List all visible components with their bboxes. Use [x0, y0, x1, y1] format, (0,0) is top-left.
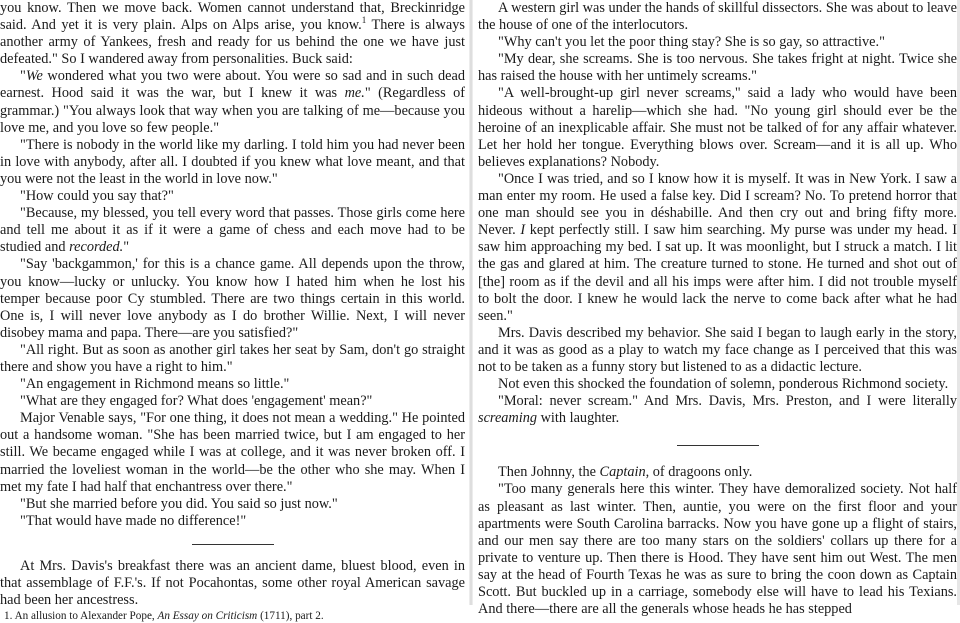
paragraph: "That would have made no difference!" [20, 512, 247, 529]
right-page [478, 0, 957, 618]
paragraph: At Mrs. Davis's breakfast there was an ancient dame, bluest blood, even in that assemblage of F.F.'s. If not Pocahontas, some other royal American savage had been her ancestress. [0, 557, 465, 609]
paragraph [0, 68, 465, 136]
paragraph: "There is nobody in the world like my darling. I told him you had never been in love with anybody, after all. I doubted if you knew what love meant, and that you were not the least in the world in love now." [0, 136, 465, 187]
text-run: with laughter. [537, 410, 620, 427]
emphasis: screaming [478, 410, 538, 427]
paragraph: "But she married before you did. You said so just now." [20, 495, 338, 512]
footnote [0, 610, 465, 623]
paragraph: "How could you say that?" [20, 188, 174, 205]
paragraph: Mrs. Davis described my behavior. She said I began to laugh early in the story, and it was as good as a play to watch my face change as I perceived that this was not to be taken as a funny story but listened to as a didactic lecture. [478, 324, 957, 375]
paragraph [478, 464, 957, 481]
paragraph: Major Venable says, "For one thing, it does not mean a wedding." He pointed out a handsome woman. "She has been married twice, but I am engaged to her still. We became engaged while I was at college, and it was never broken off. I married the loveliest woman in the world—be the other who she may. When I met my fate I had half that enchantress over there." [0, 410, 465, 495]
text-run: , of dragoons only. [645, 464, 753, 481]
paragraph: "A well-brought-up girl never screams," said a lady who would have been hideous without a harelip—which she had. "No young girl should ever be the heroine of an inexplicable affair. She must not be talked of for any affair whatever. Let her hold her tongue. Everything blows over. Scream—and it is all up. Who believes explanations? Nobody. [478, 85, 957, 170]
section-divider [192, 544, 274, 545]
text-run: wondered what you two were about. You were so sad and in such dead earnest. Hood said it was the war, but I knew it was [0, 68, 465, 102]
text-run: kept perfectly still. I saw him searching. My purse was under my head. I saw him approaching my bed. I sat up. It was moonlight, but I struck a match. I lit the gas and glared at him. The creature turned to stone. He turned and shot out of [the] room as if the devil and all his imps were after him. I did not trouble myself to bolt the door. I knew he would lack the nerve to come back after what he had seen." [478, 222, 957, 324]
emphasis: I [520, 222, 526, 239]
text-run: (1711), part 2. [257, 610, 324, 623]
paragraph: "Say 'backgammon,' for this is a chance game. All depends upon the throw, you know—lucky or unlucky. You know how I hated him when he lost his temper because poor Cy stumbled. There are two things certain in this world. One is, I will never love anybody as I do brother Willie. Next, I will never disobey mama and papa. There—are you satisfied?" [0, 256, 465, 341]
text-run: " [123, 239, 130, 256]
paragraph: "What are they engaged for? What does 'engagement' mean?" [20, 393, 373, 410]
paragraph [478, 171, 957, 325]
footnote-marker: 1 [361, 15, 367, 26]
paragraph [0, 205, 465, 256]
paragraph: "Why can't you let the poor thing stay? She is so gay, so attractive." [498, 34, 885, 51]
text-run: There is always another army of Yankees, fresh and ready for us behind the one we have just defeated." So I wandered away from personalities. Buck said: [0, 17, 465, 68]
text-run: 1. An allusion to Alexander Pope, [4, 610, 158, 623]
paragraph: "An engagement in Richmond means so little." [20, 376, 290, 393]
paragraph: "My dear, she screams. She is too nervous. She takes fright at night. Twice she has raised the house with her untimely screams." [478, 51, 957, 85]
emphasis: me. [344, 85, 365, 102]
paragraph: A western girl was under the hands of skillful dissectors. She was about to leave the house of one of the interlocutors. [478, 0, 957, 34]
text-run: " (Regardless of grammar.) "You always look that way when you are talking of me—because you love me, and you love so few people." [0, 85, 465, 136]
book-gutter [469, 0, 473, 605]
paragraph [0, 0, 465, 68]
paragraph [478, 393, 957, 427]
emphasis: An Essay on Criticism [157, 610, 258, 623]
section-divider [677, 445, 759, 446]
text-run: Then Johnny, the [498, 464, 600, 481]
text-run: "Because, my blessed, you tell every word that passes. Those girls come here and tell me about it as if it were a game of chess and each move had to be studied and [0, 205, 465, 256]
text-run: you know. Then we move back. Women cannot understand that, Breckinridge said. And yet it is very plain. Alps on Alps arise, you know. [0, 0, 465, 34]
emphasis: recorded. [69, 239, 124, 256]
text-run: "Once I was tried, and so I know how it is myself. It was in New York. I saw a man enter my room. He used a false key. Did I scream? No. To pretend horror that one man should see you in déshabille. And then cry out and bring fifty more. Never. [478, 170, 957, 239]
paragraph: "Too many generals here this winter. They have demoralized society. Not half as pleasant as last winter. Then, auntie, you were on the first floor and your apartments were South Carolina barracks. Now you have gone up a flight of stairs, and our men say there are too many stars on the soldiers' collars up there for a private to venture up. Then there is Hood. They have sent him out West. The men say at the head of Fourth Texas he was as sure to bring the coon down as Captain Scott. But buckled up in a carriage, somebody else will have to lead his Texians. And there—there are all the generals whose heads he has stepped [478, 481, 957, 618]
left-page [0, 0, 465, 623]
text-run: "Moral: never scream." And Mrs. Davis, Mrs. Preston, and I were literally [498, 393, 957, 410]
emphasis: We [25, 68, 43, 85]
paragraph: Not even this shocked the foundation of solemn, ponderous Richmond society. [498, 376, 949, 393]
emphasis: Captain [599, 464, 646, 481]
paragraph: "All right. But as soon as another girl takes her seat by Sam, don't go straight there and show you have a right to him." [0, 341, 465, 375]
text-run: " [20, 68, 26, 85]
